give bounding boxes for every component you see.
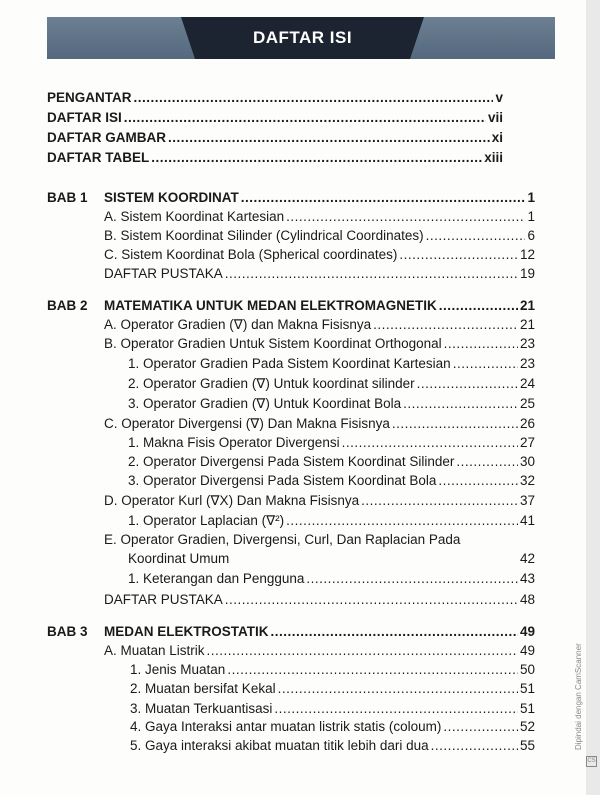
toc-entry[interactable]: DAFTAR PUSTAKA ..... 19 bbox=[104, 266, 535, 286]
toc-entry[interactable]: 2. Muatan bersifat Kekal ..... 51 bbox=[130, 681, 535, 701]
toc-entry[interactable]: 2. Operator Divergensi Pada Sistem Koordinat Silinder ..... 30 bbox=[128, 454, 535, 474]
page-title: DAFTAR ISI bbox=[195, 17, 410, 59]
toc-entry[interactable]: A. Sistem Koordinat Kartesian ..... 1 bbox=[104, 209, 535, 229]
chapter-number: BAB 3 bbox=[47, 624, 88, 639]
chapter-number: BAB 1 bbox=[47, 190, 88, 205]
toc-entry[interactable]: Koordinat Umum 42 bbox=[128, 551, 535, 566]
chapter-title[interactable]: MATEMATIKA UNTUK MEDAN ELEKTROMAGNETIK ..... 21 bbox=[104, 298, 535, 318]
chapter-number: BAB 2 bbox=[47, 298, 88, 313]
toc-entry[interactable]: 1. Makna Fisis Operator Divergensi ..... 27 bbox=[128, 435, 535, 455]
toc-entry[interactable]: DAFTAR ISI ..... vii bbox=[47, 110, 503, 130]
toc-entry[interactable]: C. Operator Divergensi (∇) Dan Makna Fisisnya ..... 26 bbox=[104, 416, 535, 436]
toc-entry[interactable]: D. Operator Kurl (∇X) Dan Makna Fisisnya ..... 37 bbox=[104, 493, 535, 513]
toc-entry[interactable]: A. Muatan Listrik ..... 49 bbox=[104, 643, 535, 663]
toc-entry-continued[interactable]: E. Operator Gradien, Divergensi, Curl, Dan Raplacian Pada bbox=[104, 532, 461, 547]
toc-entry[interactable]: DAFTAR GAMBAR ..... xi bbox=[47, 130, 503, 150]
toc-entry[interactable]: 3. Operator Divergensi Pada Sistem Koordinat Bola ..... 32 bbox=[128, 473, 535, 493]
toc-entry[interactable]: B. Sistem Koordinat Silinder (Cylindrical Coordinates) ..... 6 bbox=[104, 228, 535, 248]
toc-entry[interactable]: 1. Operator Laplacian (∇²) ..... 41 bbox=[128, 513, 535, 533]
chapter-title[interactable]: MEDAN ELEKTROSTATIK ..... 49 bbox=[104, 624, 535, 644]
toc-entry[interactable]: B. Operator Gradien Untuk Sistem Koordinat Orthogonal ..... 23 bbox=[104, 336, 535, 356]
toc-entry[interactable]: 3. Operator Gradien (∇) Untuk Koordinat Bola ..... 25 bbox=[128, 396, 535, 416]
toc-entry[interactable]: DAFTAR TABEL ..... xiii bbox=[47, 150, 503, 170]
chapter-title[interactable]: SISTEM KOORDINAT ..... 1 bbox=[104, 190, 535, 210]
toc-entry[interactable]: 2. Operator Gradien (∇) Untuk koordinat silinder ..... 24 bbox=[128, 376, 535, 396]
toc-entry[interactable]: 1. Jenis Muatan ..... 50 bbox=[130, 662, 535, 682]
toc-entry[interactable]: 1. Operator Gradien Pada Sistem Koordinat Kartesian ..... 23 bbox=[128, 356, 535, 376]
toc-entry[interactable]: PENGANTAR ..... v bbox=[47, 90, 503, 110]
camscanner-icon: CS bbox=[586, 756, 597, 767]
toc-entry[interactable]: 4. Gaya Interaksi antar muatan listrik statis (coloum) ..... 52 bbox=[130, 719, 535, 739]
toc-entry[interactable]: 3. Muatan Terkuantisasi ..... 51 bbox=[130, 701, 535, 721]
toc-entry[interactable]: 5. Gaya interaksi akibat muatan titik lebih dari dua ..... 55 bbox=[130, 738, 535, 758]
toc-entry[interactable]: DAFTAR PUSTAKA ..... 48 bbox=[104, 592, 535, 612]
toc-entry[interactable]: 1. Keterangan dan Pengguna ..... 43 bbox=[128, 571, 535, 591]
toc-entry[interactable]: A. Operator Gradien (∇) dan Makna Fisisnya ..... 21 bbox=[104, 317, 535, 337]
scanner-watermark: Dipindai dengan CamScanner bbox=[574, 643, 583, 750]
toc-entry[interactable]: C. Sistem Koordinat Bola (Spherical coordinates) ..... 12 bbox=[104, 247, 535, 267]
